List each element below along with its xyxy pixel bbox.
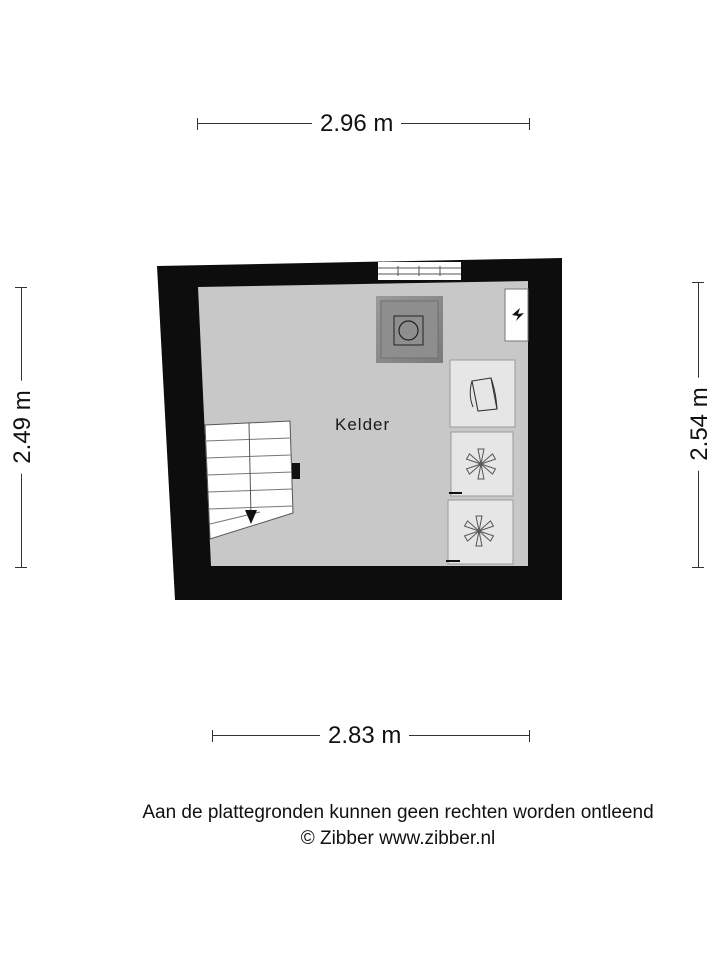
copyright-text: © Zibber www.zibber.nl (300, 828, 496, 849)
boiler-unit (376, 296, 443, 363)
washing-machine-2 (446, 500, 513, 564)
washing-machine-1 (449, 432, 513, 496)
disclaimer-text: Aan de plattegronden kunnen geen rechten worden ontleend (142, 802, 654, 823)
dimension-right-label: 2.54 m (686, 377, 714, 470)
dimension-left-label: 2.49 m (9, 380, 37, 473)
room-label: Kelder (335, 415, 391, 434)
dimension-top-label: 2.96 m (312, 110, 401, 138)
dryer-appliance (450, 360, 515, 427)
meter-box (505, 289, 528, 341)
window (378, 262, 461, 280)
dimension-bottom-label: 2.83 m (320, 722, 409, 750)
